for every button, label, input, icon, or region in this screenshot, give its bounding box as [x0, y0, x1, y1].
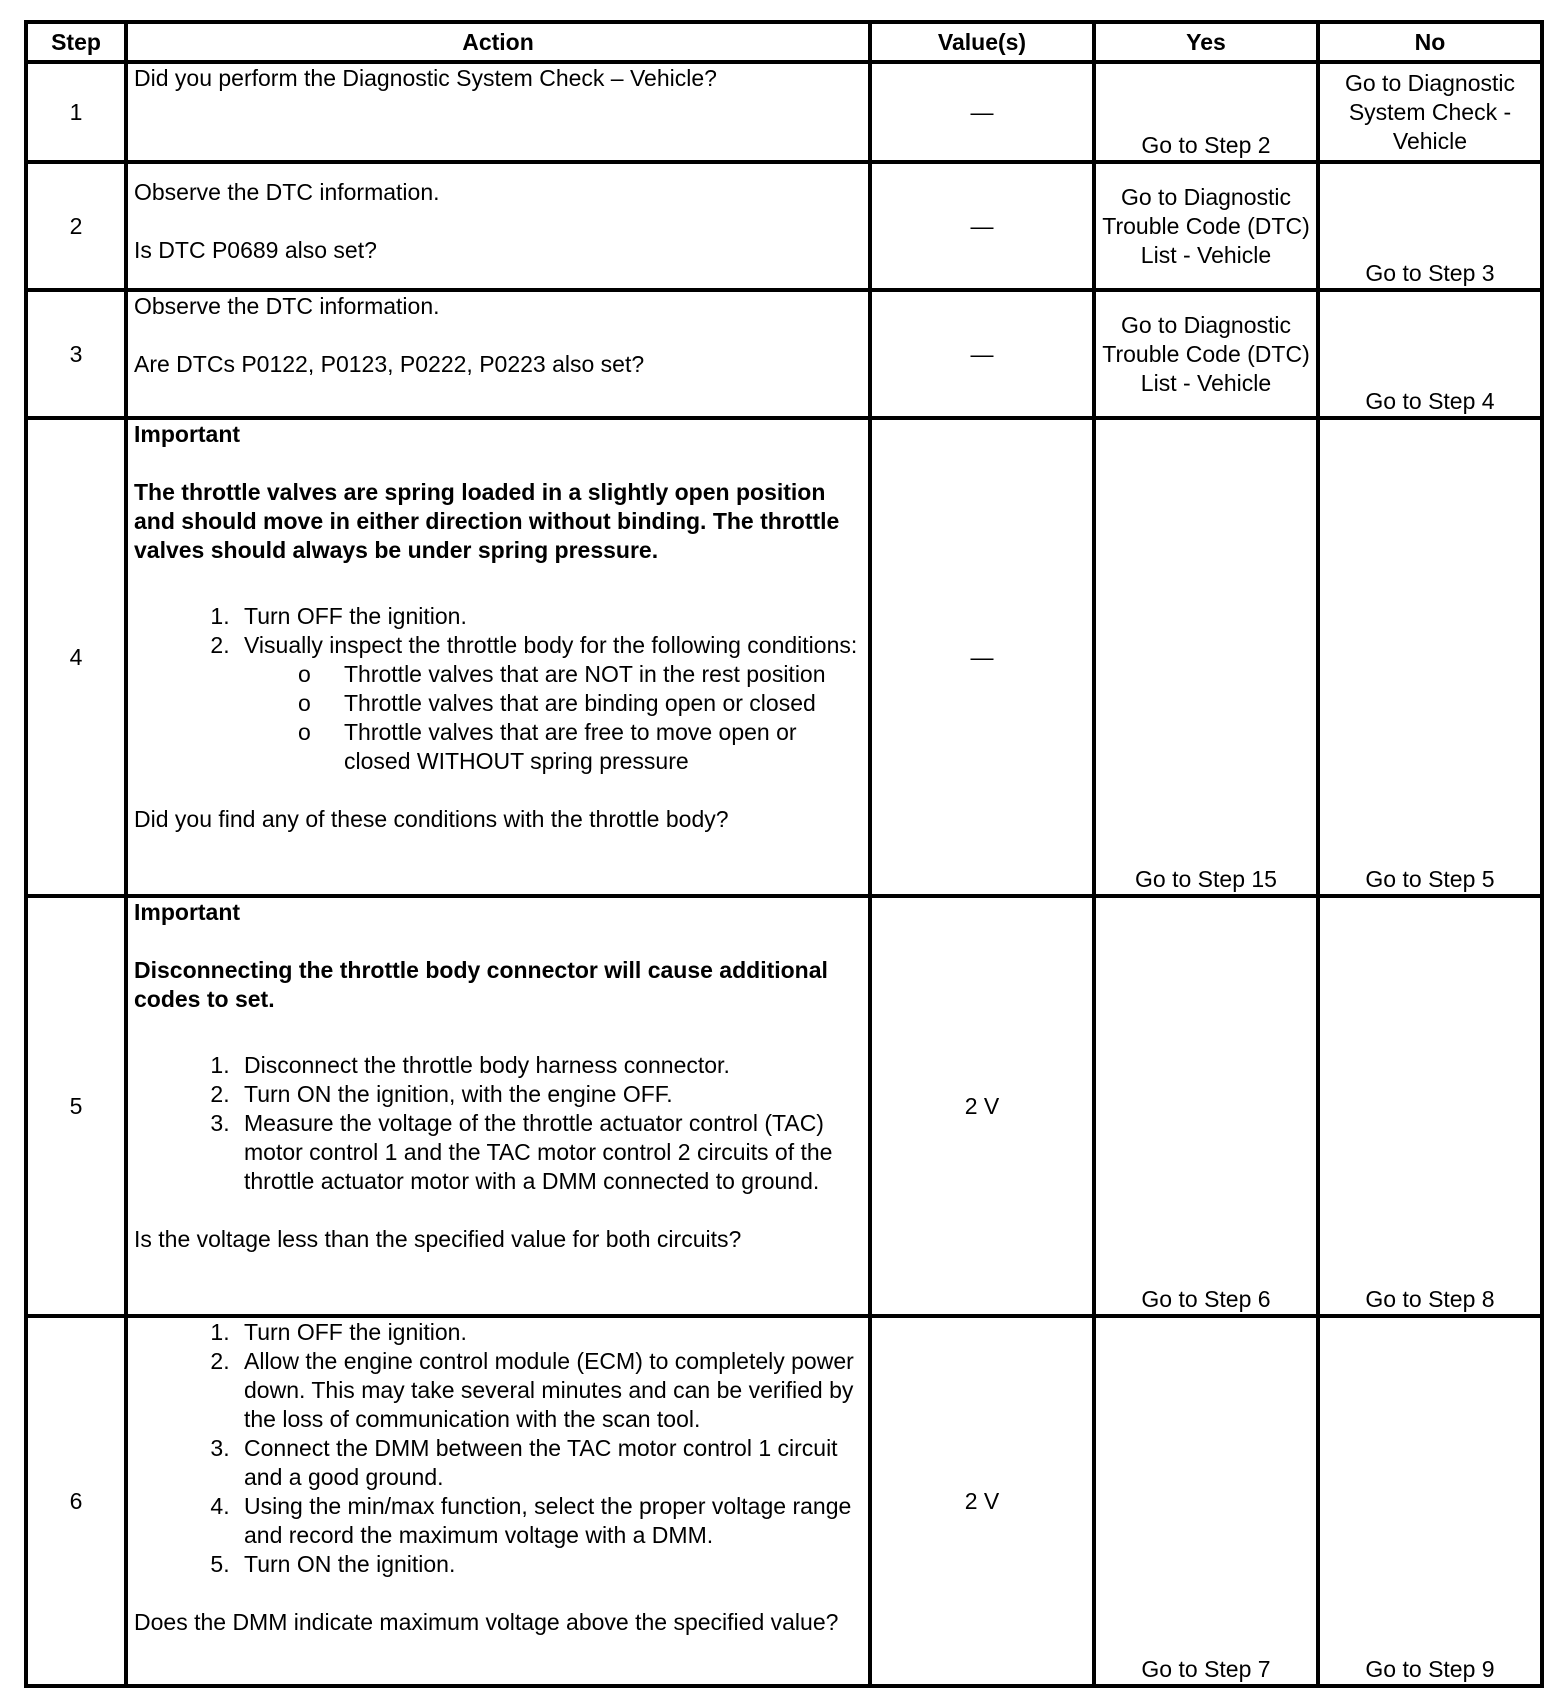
- table-row-step-4: [26, 418, 1542, 896]
- no-cell: Go to Step 3: [1318, 162, 1542, 290]
- value-cell: —: [870, 418, 1094, 896]
- circle-bullet-icon: o: [298, 661, 311, 687]
- action-cell: [126, 896, 870, 1316]
- procedure-list: [134, 1318, 862, 1579]
- list-item: 1. Turn OFF the ignition.: [236, 1318, 862, 1347]
- no-cell: Go to Step 9: [1318, 1316, 1542, 1686]
- table-row-step-2: [26, 162, 1542, 290]
- yes-cell: Go to Step 7: [1094, 1316, 1318, 1686]
- header-step: Step: [26, 22, 126, 62]
- circle-bullet-icon: o: [298, 719, 311, 745]
- no-cell: Go to Diagnostic System Check - Vehicle: [1318, 62, 1542, 162]
- list-item: 1. Turn OFF the ignition.: [236, 602, 862, 631]
- yes-cell: Go to Step 2: [1094, 62, 1318, 162]
- value-cell: —: [870, 290, 1094, 418]
- header-action: Action: [126, 22, 870, 62]
- procedure-list: [134, 1051, 862, 1196]
- header-row: [26, 22, 1542, 62]
- value-cell: 2 V: [870, 896, 1094, 1316]
- list-item: [236, 631, 862, 776]
- value-cell: —: [870, 62, 1094, 162]
- list-item: [294, 718, 862, 776]
- procedure-list: [134, 602, 862, 776]
- question-text: Is the voltage less than the specified value for both circuits?: [134, 1226, 742, 1252]
- condition-text: Throttle valves that are binding open or closed: [344, 690, 816, 716]
- question-text: Is DTC P0689 also set?: [134, 237, 377, 263]
- list-item: [294, 689, 862, 718]
- observe-text: Observe the DTC information.: [134, 293, 440, 319]
- list-item: [294, 660, 862, 689]
- observe-text: Observe the DTC information.: [134, 179, 440, 205]
- question-text: Does the DMM indicate maximum voltage above the specified value?: [134, 1609, 839, 1635]
- value-cell: 2 V: [870, 1316, 1094, 1686]
- important-text: Disconnecting the throttle body connector will cause additional codes to set.: [134, 957, 828, 1012]
- question-text: Are DTCs P0122, P0123, P0222, P0223 also set?: [134, 351, 645, 377]
- header-yes: Yes: [1094, 22, 1318, 62]
- action-cell: [126, 162, 870, 290]
- list-item: 5. Turn ON the ignition.: [236, 1550, 862, 1579]
- table-row-step-5: [26, 896, 1542, 1316]
- header-no: No: [1318, 22, 1542, 62]
- important-label: Important: [134, 421, 241, 447]
- value-cell: —: [870, 162, 1094, 290]
- step-number: 6: [26, 1316, 126, 1686]
- important-text: The throttle valves are spring loaded in a slightly open position and should move in either direction without binding. The throttle valves should always be under spring pressure.: [134, 479, 840, 563]
- action-cell: [126, 290, 870, 418]
- step-number: 2: [26, 162, 126, 290]
- list-item: 4. Using the min/max function, select the proper voltage range and record the maximum voltage with a DMM.: [236, 1492, 862, 1550]
- question-text: Did you perform the Diagnostic System Check – Vehicle?: [134, 65, 717, 91]
- action-cell: [126, 1316, 870, 1686]
- action-cell: [126, 62, 870, 162]
- step-number: 3: [26, 290, 126, 418]
- circle-bullet-icon: o: [298, 690, 311, 716]
- list-item-text: Visually inspect the throttle body for the following conditions:: [244, 632, 858, 658]
- important-label: Important: [134, 899, 241, 925]
- no-cell: Go to Step 8: [1318, 896, 1542, 1316]
- header-values: Value(s): [870, 22, 1094, 62]
- step-number: 5: [26, 896, 126, 1316]
- list-item: 1. Disconnect the throttle body harness connector.: [236, 1051, 862, 1080]
- yes-cell: Go to Step 6: [1094, 896, 1318, 1316]
- action-cell: [126, 418, 870, 896]
- yes-cell: Go to Diagnostic Trouble Code (DTC) List - Vehicle: [1094, 162, 1318, 290]
- no-cell: Go to Step 5: [1318, 418, 1542, 896]
- list-item: 3. Measure the voltage of the throttle actuator control (TAC) motor control 1 and the TAC motor control 2 circuits of the throttle actuator motor with a DMM connected to ground.: [236, 1109, 862, 1196]
- table-row-step-6: [26, 1316, 1542, 1686]
- list-item: 2. Turn ON the ignition, with the engine OFF.: [236, 1080, 862, 1109]
- condition-text: Throttle valves that are free to move open or closed WITHOUT spring pressure: [344, 719, 797, 774]
- step-number: 4: [26, 418, 126, 896]
- yes-cell: Go to Step 15: [1094, 418, 1318, 896]
- list-item: 2. Allow the engine control module (ECM) to completely power down. This may take several minutes and can be verified by the loss of communication with the scan tool.: [236, 1347, 862, 1434]
- table-row-step-3: [26, 290, 1542, 418]
- no-cell: Go to Step 4: [1318, 290, 1542, 418]
- diagnostic-table: [24, 20, 1544, 1688]
- step-number: 1: [26, 62, 126, 162]
- question-text: Did you find any of these conditions with the throttle body?: [134, 806, 729, 832]
- condition-list: [244, 660, 862, 776]
- table-row-step-1: [26, 62, 1542, 162]
- condition-text: Throttle valves that are NOT in the rest position: [344, 661, 826, 687]
- yes-cell: Go to Diagnostic Trouble Code (DTC) List - Vehicle: [1094, 290, 1318, 418]
- list-item: 3. Connect the DMM between the TAC motor control 1 circuit and a good ground.: [236, 1434, 862, 1492]
